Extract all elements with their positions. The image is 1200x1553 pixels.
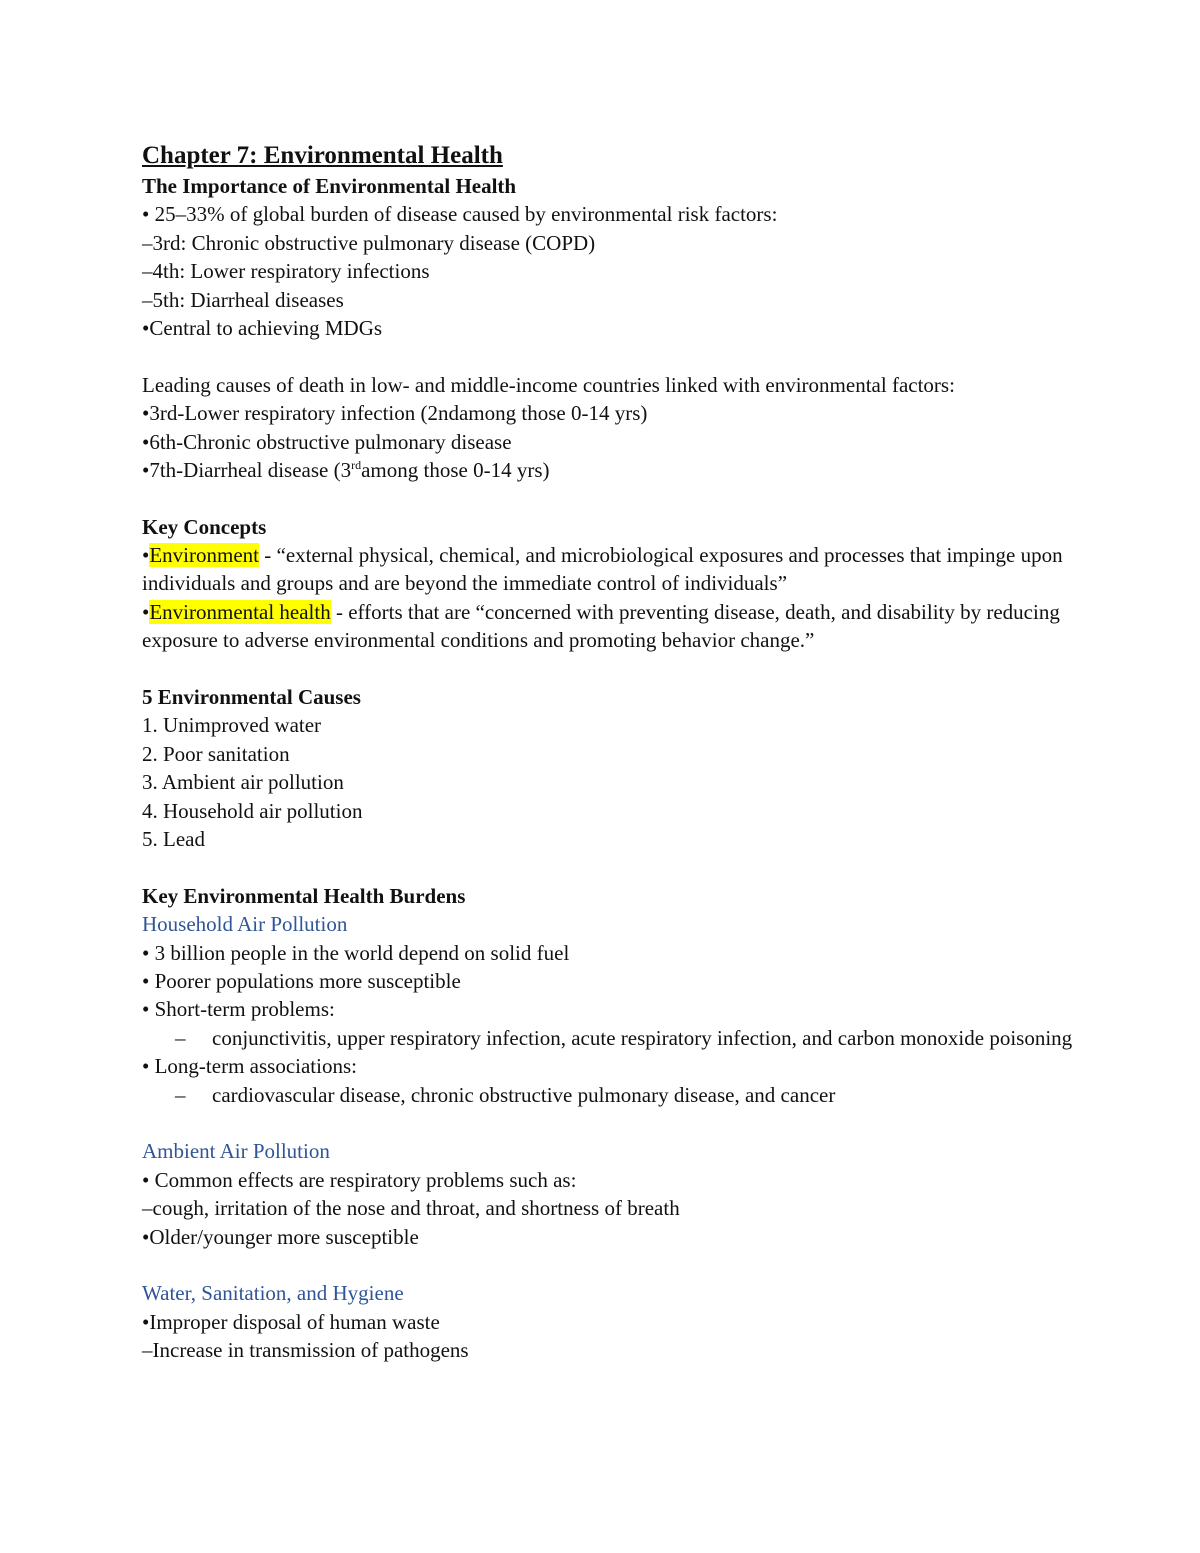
spacer: [142, 1251, 1082, 1279]
list-item: 2. Poor sanitation: [142, 741, 290, 766]
definition-environment: [142, 541, 1082, 598]
sub-list-text: cardiovascular disease, chronic obstructive pulmonary disease, and cancer: [212, 1082, 836, 1107]
list-item: •3rd-Lower respiratory infection (2ndamong those 0-14 yrs): [142, 401, 648, 426]
list-item: • 25–33% of global burden of disease caused by environmental risk factors:: [142, 202, 778, 227]
dash-marker: –: [175, 1025, 186, 1050]
highlighted-term: Environment: [149, 543, 260, 568]
definition-text: - efforts that are “concerned with preventing disease, death, and disability by reducing exposure to adverse environmental conditions and promoting behavior change.”: [142, 599, 1060, 653]
list-item: –Increase in transmission of pathogens: [142, 1338, 469, 1363]
section-heading-importance: The Importance of Environmental Health: [142, 174, 517, 198]
sub-list-text: conjunctivitis, upper respiratory infection, acute respiratory infection, and carbon monoxide poisoning: [212, 1025, 1073, 1050]
list-item: •Older/younger more susceptible: [142, 1224, 419, 1249]
list-item: • Poorer populations more susceptible: [142, 969, 461, 993]
bullet: •: [142, 599, 150, 624]
list-item: 3. Ambient air pollution: [142, 770, 344, 795]
section-heading-key-concepts: Key Concepts: [142, 514, 267, 539]
list-item-text: among those 0-14 yrs): [361, 457, 550, 482]
list-item: –4th: Lower respiratory infections: [142, 259, 430, 284]
list-item: • 3 billion people in the world depend on solid fuel: [142, 940, 570, 965]
list-item: •6th-Chronic obstructive pulmonary disease: [142, 429, 512, 454]
list-item: –5th: Diarrheal diseases: [142, 287, 344, 312]
spacer: [142, 853, 1082, 881]
page-title: Chapter 7: Environmental Health: [142, 142, 503, 169]
list-item: • Long-term associations:: [142, 1054, 357, 1079]
list-item: •Improper disposal of human waste: [142, 1309, 440, 1334]
section-heading-causes: 5 Environmental Causes: [142, 685, 361, 710]
subheading-household-air-pollution: Household Air Pollution: [142, 912, 348, 937]
list-item: •Central to achieving MDGs: [142, 315, 383, 340]
definition-text: - “external physical, chemical, and microbiological exposures and processes that impinge upon individuals and groups and are beyond the immediate control of individuals”: [142, 543, 1063, 596]
document-page: [142, 140, 1082, 1364]
list-item-text: •7th-Diarrheal disease (3: [142, 457, 352, 482]
spacer: [142, 655, 1082, 683]
subheading-water-sanitation-hygiene: Water, Sanitation, and Hygiene: [142, 1281, 404, 1306]
definition-environmental-health: [142, 598, 1082, 655]
section-heading-burdens: Key Environmental Health Burdens: [142, 883, 466, 908]
sub-list-item: [142, 1081, 1082, 1109]
sub-list-item: [142, 1024, 1082, 1052]
highlighted-term: Environmental health: [149, 599, 331, 624]
leading-causes-intro: Leading causes of death in low- and middle-income countries linked with environmental factors:: [142, 372, 955, 397]
spacer: [142, 1109, 1082, 1137]
list-item: 1. Unimproved water: [142, 713, 322, 738]
list-item: –cough, irritation of the nose and throat, and shortness of breath: [142, 1196, 680, 1221]
subheading-ambient-air-pollution: Ambient Air Pollution: [142, 1139, 330, 1164]
bullet: •: [142, 543, 150, 568]
list-item: 4. Household air pollution: [142, 798, 363, 823]
list-item: –3rd: Chronic obstructive pulmonary disease (COPD): [142, 230, 596, 255]
spacer: [142, 342, 1082, 370]
spacer: [142, 484, 1082, 512]
list-item: • Common effects are respiratory problems such as:: [142, 1167, 577, 1192]
list-item: 5. Lead: [142, 827, 205, 852]
list-item: • Short-term problems:: [142, 997, 335, 1022]
ordinal-superscript: rd: [351, 457, 362, 472]
dash-marker: –: [175, 1082, 186, 1107]
list-item: [142, 456, 1082, 484]
